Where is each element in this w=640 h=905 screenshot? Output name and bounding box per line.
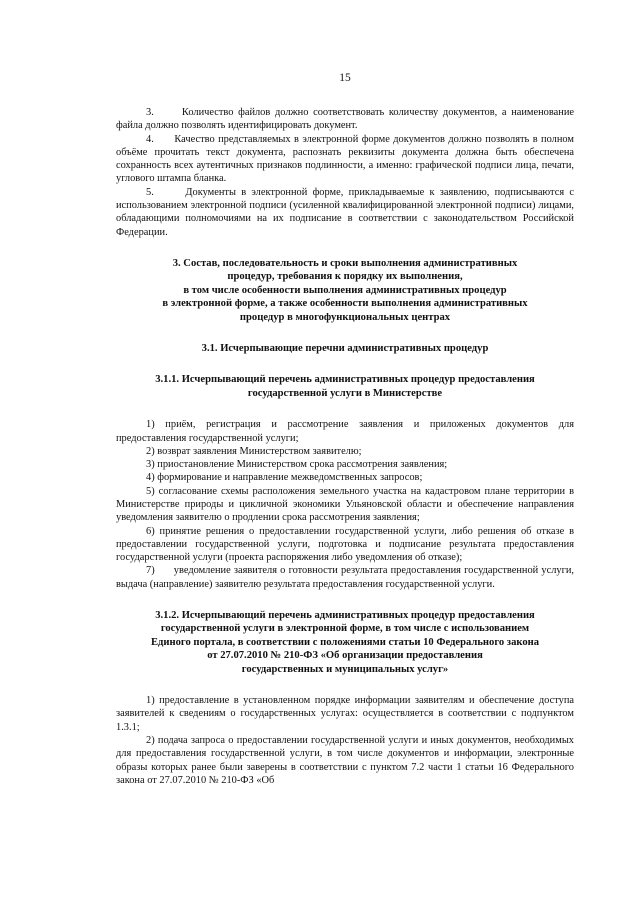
heading-line: государственных и муниципальных услуг» [241,663,449,675]
heading-line: 3.1.2. Исчерпывающий перечень административных процедур предоставления [155,610,535,622]
list-item-7: 7) уведомление заявителя о готовности результата предоставления государственной услуги, выдача (направление) заявителю результата предоставления государственной услуги. [116,565,574,590]
section-heading-3 [116,257,574,324]
list-item-1: 1) приём, регистрация и рассмотрение заявления и приложеных документов для предоставления государственной услуги; [116,419,574,444]
heading-line: государственной услуги в электронной форме, в том числе с использованием [160,623,530,635]
paragraph-item-5: 5. Документы в электронной форме, прикладываемые к заявлению, подписываются с использованием электронной подписи (усиленной квалифицированной электронной подписи) лицами, обладающими полномочиями на их подписание в соответствии с законодательством Российской Федерации. [116,186,574,238]
heading-line: 3.1. Исчерпывающие перечни административных процедур [201,343,489,354]
heading-line: процедур в многофункциональных центрах [239,311,451,323]
heading-line: процедур, требования к порядку их выполнения, [227,271,463,283]
heading-line: 3.1.1. Исчерпывающий перечень административных процедур предоставления [155,374,535,386]
list-item-2: 2) возврат заявления Министерством заявителю; [146,445,362,457]
list-item-3: 3) приостановление Министерством срока рассмотрения заявления; [146,459,448,471]
heading-line: 3. Состав, последовательность и сроки выполнения административных [172,257,518,269]
list-item-6: 6) принятие решения о предоставлении государственной услуги, либо решения об отказе в предоставлении государственной услуги, подготовка и подписание результата предоставления государственной услуги (проекта распоряжения либо уведомления об отказе); [116,525,574,564]
list-item-5: 5) согласование схемы расположения земельного участка на кадастровом плане территории в Министерстве природы и цикличной экономики Ульяновской области и обеспечение направления уведомления заявителю о продлении срока рассмотрения заявления; [116,485,574,524]
paragraph-item-4: 4. Качество представляемых в электронной форме документов должно позволять в полном объёме прочитать текст документа, распознать реквизиты документа должна быть обеспечена сохранность всех аутентичных признаков подлинности, а именно: графической подписи лица, печати, углового штампа бланка. [116,133,574,185]
heading-line: Единого портала, в соответствии с положениями статьи 10 Федерального закона [150,636,540,648]
heading-line: в электронной форме, а также особенности выполнения административных [162,298,528,310]
section-heading-3-1-2 [116,609,574,676]
paragraph-item-3: 3. Количество файлов должно соответствовать количеству документов, а наименование файла должно позволять идентифицировать документ. [116,107,574,132]
list-item-4: 4) формирование и направление межведомственных запросов; [146,472,423,484]
list-item-1: 1) предоставление в установленном порядке информации заявителям и обеспечение доступа заявителей к сведениям о государственных услугах: осуществляется в соответствии с подпунктом 1.3.1; [116,695,574,733]
heading-line: от 27.07.2010 № 210-ФЗ «Об организации предоставления [207,650,483,662]
list-item-2: 2) подача запроса о предоставлении государственной услуги и иных документов, необходимых для предоставления государственной услуги, в том числе документов и информации, электронные образы которых ранее были заверены в соответствии с пунктом 7.2 части 1 статьи 16 Федерального закона от 27.07.2010 № 210-ФЗ «Об [116,735,574,786]
section-heading-3-1-1 [116,373,574,400]
page-number: 15 [339,72,351,84]
heading-line: в том числе особенности выполнения административных процедур [183,284,507,296]
heading-line: государственной услуги в Министерстве [247,387,443,399]
section-heading-3-1 [116,342,574,355]
